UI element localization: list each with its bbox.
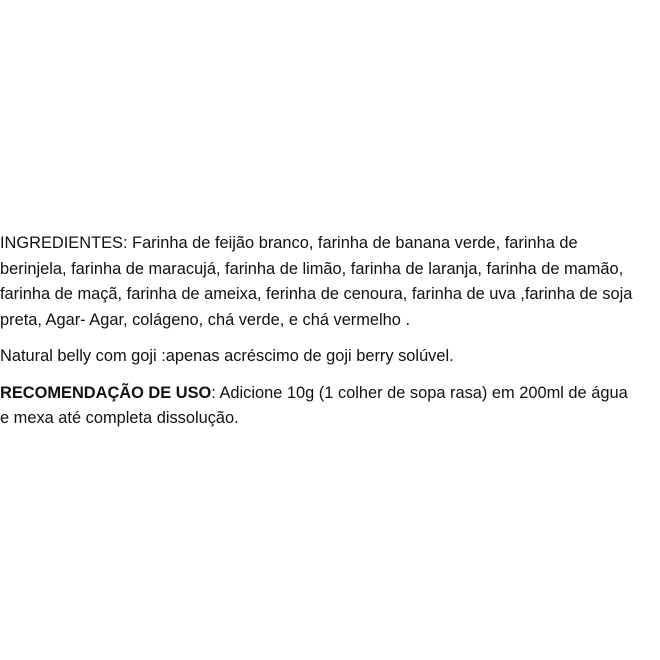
ingredients-paragraph: INGREDIENTES: Farinha de feijão branco, farinha de banana verde, farinha de berinjela, farinha de maracujá, farinha de limão, farinha de laranja, farinha de mamão, farinha de maçã, farinha de ameixa, ferinha de cenoura, farinha de uva ,farinha de soja preta, Agar- Agar, colágeno, chá verde, e chá vermelho . xyxy=(0,234,633,329)
usage-recommendation-heading: RECOMENDAÇÃO DE USO xyxy=(0,383,212,402)
product-label-text xyxy=(0,231,660,432)
usage-recommendation-text: : Adicione 10g (1 colher de sopa rasa) em 200ml de água e mexa até completa dissolução. xyxy=(0,383,628,427)
goji-note-paragraph: Natural belly com goji :apenas acréscimo de goji berry solúvel. xyxy=(0,347,454,365)
usage-recommendation-paragraph xyxy=(0,381,660,432)
